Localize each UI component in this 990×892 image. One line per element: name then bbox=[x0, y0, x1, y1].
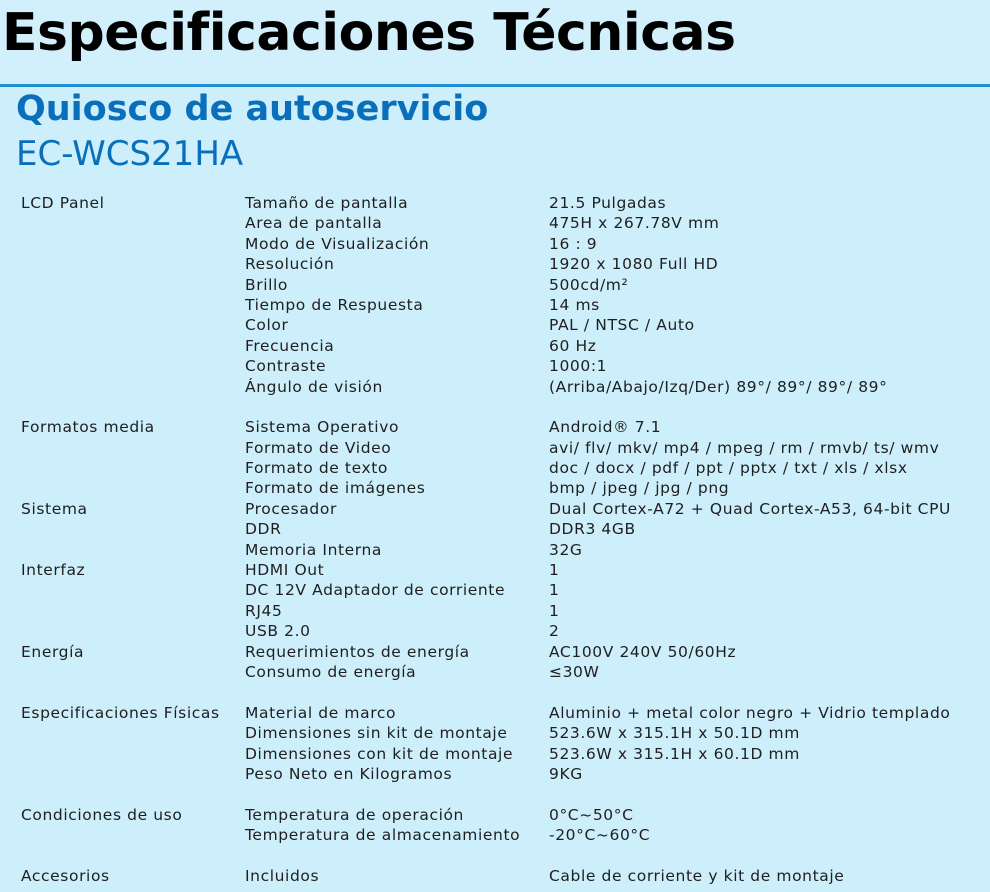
spec-property: Formato de imágenes bbox=[245, 479, 426, 498]
spec-property: DDR bbox=[245, 520, 282, 539]
spec-table bbox=[0, 193, 990, 886]
spec-spacer bbox=[0, 682, 990, 702]
spec-row bbox=[0, 254, 990, 274]
spec-row bbox=[0, 723, 990, 743]
spec-category: LCD Panel bbox=[21, 194, 105, 212]
spec-property: Consumo de energía bbox=[245, 662, 417, 681]
spec-value: 475H x 267.78V mm bbox=[549, 214, 720, 233]
spec-property: Dimensiones sin kit de montaje bbox=[245, 724, 508, 743]
spec-value: 1 bbox=[549, 561, 560, 580]
spec-value: 500cd/m² bbox=[549, 275, 629, 294]
spec-property: Formato de texto bbox=[245, 459, 389, 478]
spec-property: Resolución bbox=[245, 255, 335, 274]
spec-spacer bbox=[0, 784, 990, 804]
spec-value: 1 bbox=[549, 601, 560, 620]
spec-row bbox=[0, 295, 990, 315]
spec-category: Energía bbox=[21, 642, 85, 661]
spec-value: bmp / jpeg / jpg / png bbox=[549, 479, 730, 498]
spec-value: 21.5 Pulgadas bbox=[549, 194, 667, 212]
spec-value: AC100V 240V 50/60Hz bbox=[549, 642, 737, 661]
spec-row bbox=[0, 866, 990, 886]
spec-value: Android® 7.1 bbox=[549, 418, 662, 437]
spec-value: 9KG bbox=[549, 764, 583, 783]
spec-row bbox=[0, 377, 990, 397]
spec-value: 523.6W x 315.1H x 50.1D mm bbox=[549, 724, 800, 743]
spec-value: 2 bbox=[549, 622, 560, 641]
spec-property: Incluidos bbox=[245, 866, 320, 885]
spec-property: Temperatura de almacenamiento bbox=[245, 826, 521, 845]
spec-row bbox=[0, 417, 990, 437]
spec-value: Aluminio + metal color negro + Vidrio templado bbox=[549, 703, 951, 722]
spec-value: 60 Hz bbox=[549, 336, 597, 355]
spec-row bbox=[0, 193, 990, 213]
spec-row bbox=[0, 601, 990, 621]
spec-property: Peso Neto en Kilogramos bbox=[245, 764, 453, 783]
spec-property: Brillo bbox=[245, 275, 289, 294]
spec-property: Tamaño de pantalla bbox=[245, 194, 409, 212]
spec-row bbox=[0, 315, 990, 335]
spec-row bbox=[0, 499, 990, 519]
spec-property: Sistema Operativo bbox=[245, 418, 400, 437]
spec-value: 1 bbox=[549, 581, 560, 600]
model-number: EC-WCS21HA bbox=[16, 134, 244, 174]
spec-spacer bbox=[0, 846, 990, 866]
spec-value: 0°C~50°C bbox=[549, 805, 634, 824]
spec-category: Sistema bbox=[21, 499, 88, 518]
spec-row bbox=[0, 336, 990, 356]
spec-row bbox=[0, 825, 990, 845]
spec-category: Especificaciones Físicas bbox=[21, 703, 220, 722]
spec-property: DC 12V Adaptador de corriente bbox=[245, 581, 506, 600]
spec-spacer bbox=[0, 397, 990, 417]
spec-row bbox=[0, 540, 990, 560]
spec-row bbox=[0, 580, 990, 600]
spec-row bbox=[0, 560, 990, 580]
spec-property: Area de pantalla bbox=[245, 214, 383, 233]
spec-value: DDR3 4GB bbox=[549, 520, 636, 539]
spec-value: 1920 x 1080 Full HD bbox=[549, 255, 719, 274]
spec-row bbox=[0, 519, 990, 539]
spec-value: doc / docx / pdf / ppt / pptx / txt / xls / xlsx bbox=[549, 459, 908, 478]
spec-value: Cable de corriente y kit de montaje bbox=[549, 866, 845, 885]
spec-property: Temperatura de operación bbox=[245, 805, 464, 824]
spec-property: Frecuencia bbox=[245, 336, 335, 355]
spec-property: Modo de Visualización bbox=[245, 234, 430, 253]
spec-category: Formatos media bbox=[21, 418, 155, 437]
spec-property: Ángulo de visión bbox=[245, 377, 383, 396]
spec-row bbox=[0, 234, 990, 254]
spec-property: Dimensiones con kit de montaje bbox=[245, 744, 514, 763]
spec-row bbox=[0, 662, 990, 682]
spec-row bbox=[0, 703, 990, 723]
spec-property: Tiempo de Respuesta bbox=[245, 295, 424, 314]
spec-property: Color bbox=[245, 316, 289, 335]
spec-category: Condiciones de uso bbox=[21, 805, 183, 824]
spec-value: PAL / NTSC / Auto bbox=[549, 316, 695, 335]
spec-property: HDMI Out bbox=[245, 561, 325, 580]
spec-row bbox=[0, 458, 990, 478]
spec-property: Formato de Video bbox=[245, 438, 392, 457]
spec-row bbox=[0, 764, 990, 784]
spec-value: 32G bbox=[549, 540, 583, 559]
spec-row bbox=[0, 356, 990, 376]
spec-row bbox=[0, 744, 990, 764]
spec-row bbox=[0, 805, 990, 825]
spec-value: (Arriba/Abajo/Izq/Der) 89°/ 89°/ 89°/ 89° bbox=[549, 377, 888, 396]
spec-value: 14 ms bbox=[549, 295, 600, 314]
spec-property: Contraste bbox=[245, 357, 327, 376]
spec-property: USB 2.0 bbox=[245, 622, 311, 641]
page-title: Especificaciones Técnicas bbox=[2, 3, 736, 63]
spec-property: Material de marco bbox=[245, 703, 397, 722]
spec-property: RJ45 bbox=[245, 601, 283, 620]
spec-value: Dual Cortex-A72 + Quad Cortex-A53, 64-bit CPU bbox=[549, 499, 951, 518]
spec-value: ≤30W bbox=[549, 662, 600, 681]
spec-property: Memoria Interna bbox=[245, 540, 383, 559]
spec-category: Accesorios bbox=[21, 866, 110, 885]
spec-value: -20°C~60°C bbox=[549, 826, 651, 845]
spec-row bbox=[0, 642, 990, 662]
spec-row bbox=[0, 478, 990, 498]
spec-property: Procesador bbox=[245, 499, 337, 518]
spec-property: Requerimientos de energía bbox=[245, 642, 470, 661]
spec-value: 1000:1 bbox=[549, 357, 608, 376]
spec-category: Interfaz bbox=[21, 561, 86, 580]
spec-value: 16 : 9 bbox=[549, 234, 598, 253]
product-subtitle: Quiosco de autoservicio bbox=[16, 89, 489, 129]
spec-row bbox=[0, 621, 990, 641]
spec-value: avi/ flv/ mkv/ mp4 / mpeg / rm / rmvb/ ts/ wmv bbox=[549, 438, 940, 457]
spec-row bbox=[0, 275, 990, 295]
spec-value: 523.6W x 315.1H x 60.1D mm bbox=[549, 744, 800, 763]
spec-row bbox=[0, 213, 990, 233]
spec-row bbox=[0, 438, 990, 458]
